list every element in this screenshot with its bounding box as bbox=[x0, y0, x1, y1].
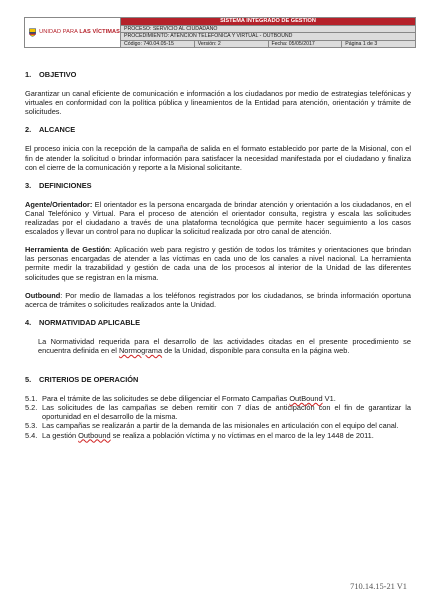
document-body bbox=[25, 70, 411, 440]
document-version: Versión: 2 bbox=[194, 40, 268, 48]
list-item: 5.4. La gestión Outbound se realiza a población víctima y no víctimas en el marco de la ley 1448 de 2011. bbox=[25, 430, 374, 440]
document-date: Fecha: 05/05/2017 bbox=[268, 40, 342, 48]
section-heading-criterios: 5. CRITERIOS DE OPERACIÓN bbox=[25, 375, 139, 385]
definition-agente: Agente/Orientador: El orientador es la persona encargada de brindar atención y orientación a los ciudadanos, en el Canal Telefónico y Virtual. Para el proceso de atención el orientador consulta, registra y escala las solicitudes realizadas por el ciudadano a través de una plataforma tecnológica que permite hacer seguimiento a los casos escalados y llevar un control para no duplicar la solicitud realizada por otro canal de atención. bbox=[25, 199, 411, 237]
agency-logo-text: UNIDAD PARA LAS VÍCTIMAS bbox=[39, 29, 120, 36]
section-heading-alcance: 2. ALCANCE bbox=[25, 125, 76, 135]
document-code: Código: 740.04.05-15 bbox=[121, 40, 195, 48]
coat-of-arms-icon bbox=[29, 27, 36, 38]
section-heading-objetivo: 1. OBJETIVO bbox=[25, 70, 77, 79]
objetivo-text: Garantizar un canal eficiente de comunicación e información a los ciudadanos por medio de estrategias telefónicas y virtuales en conformidad con la política pública y lineamientos de la Entidad para atención, orientación y trámite de solicitudes. bbox=[25, 89, 411, 117]
page-number: Página 1 de 3 bbox=[342, 40, 416, 48]
list-item: 5.3. Las campañas se realizarán a partir de la demanda de las misionales en articulación con el equipo del canal. bbox=[25, 421, 399, 431]
procedure-name: PROCEDIMIENTO: ATENCIÓN TELEFÓNICA Y VIRTUAL - OUTBOUND bbox=[121, 33, 416, 41]
process-name: PROCESO: SERVICIO AL CIUDADANO bbox=[121, 25, 416, 33]
document-header bbox=[24, 17, 416, 48]
definition-outbound: Outbound: Por medio de llamadas a los teléfonos registrados por los ciudadanos, se brinda información oportuna acerca de trámites o solicitudes realizados ante la Unidad. bbox=[25, 290, 411, 309]
definition-herramienta: Herramienta de Gestión: Aplicación web para registro y gestión de todos los trámites y orientaciones que brindan las personas encargadas de atender a las víctimas en cada uno de los canales a nivel nacional. La herramienta permite medir la trazabilidad y gestión de cada una de los procesos al interior de la Unidad de las diferentes solicitudes que se registran en la misma. bbox=[25, 245, 411, 282]
footer-document-code: 710.14.15-21 V1 bbox=[350, 582, 407, 591]
normatividad-text: La Normatividad requerida para el desarrollo de las actividades citadas en el presente procedimiento se encuentra definida en el Normograma de la Unidad, disponible para consulta en la página web. bbox=[38, 336, 411, 355]
section-heading-normatividad: 4. NORMATIVIDAD APLICABLE bbox=[25, 317, 140, 327]
list-item: 5.2. Las solicitudes de las campañas se deben remitir con 7 días de anticipación con el fin de garantizar la oportunidad en el desarrollo de la misma. bbox=[25, 403, 411, 422]
alcance-text: El proceso inicia con la recepción de la campaña de salida en el formato establecido por parte de la Misional, con el fin de atender la solicitud o brindar información para satisfacer la necesidad manifestada por el ciudadano y finaliza con el cierre de la comunicación y reporte a la Misional solicitante. bbox=[25, 144, 411, 172]
system-title: SISTEMA INTEGRADO DE GESTIÓN bbox=[121, 18, 416, 26]
section-heading-definiciones: 3. DEFINICIONES bbox=[25, 180, 92, 190]
list-item: 5.1. Para el trámite de las solicitudes se debe diligenciar el Formato Campañas OutBound V1. bbox=[25, 394, 336, 404]
logo-cell bbox=[25, 18, 121, 48]
